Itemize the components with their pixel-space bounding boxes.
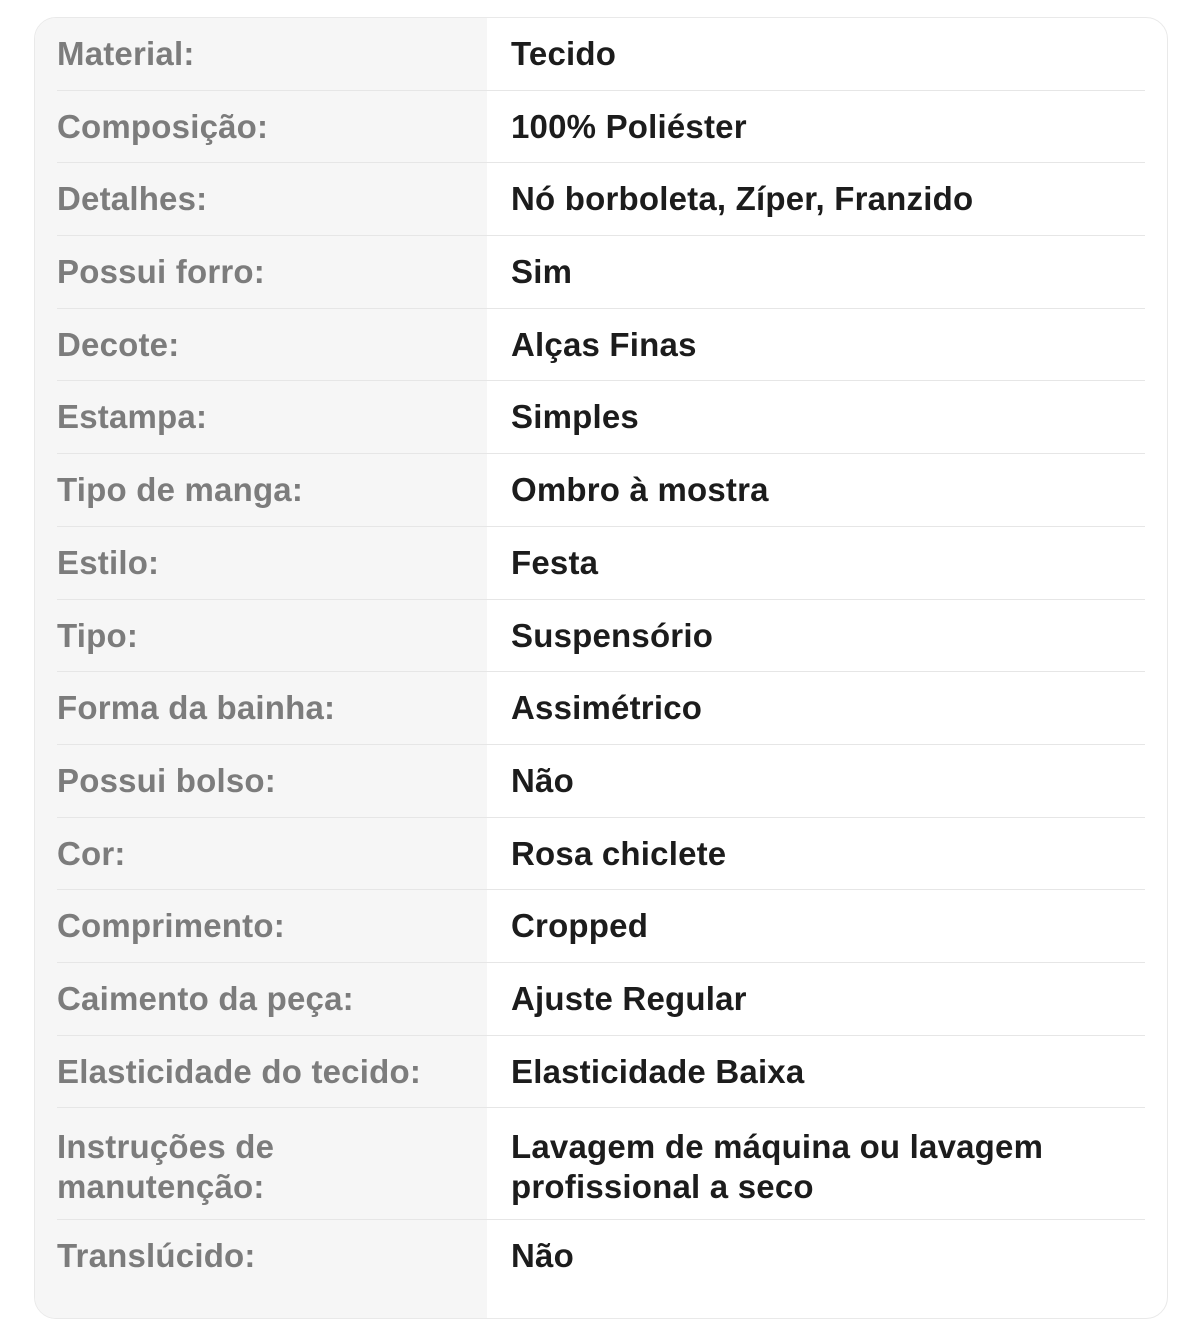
spec-row-elasticidade-do-tecido	[57, 1036, 1145, 1109]
spec-label: Forma da bainha:	[57, 689, 336, 727]
spec-row-possui-forro	[57, 236, 1145, 309]
spec-value: Cropped	[511, 907, 649, 945]
spec-label: Decote:	[57, 325, 180, 363]
spec-label: Possui forro:	[57, 253, 265, 291]
spec-value: Assimétrico	[511, 689, 703, 727]
spec-label: Estampa:	[57, 398, 208, 436]
spec-row-comprimento	[57, 890, 1145, 963]
spec-value: Alças Finas	[511, 325, 697, 363]
spec-row-composicao	[57, 91, 1145, 164]
spec-row-forma-da-bainha	[57, 672, 1145, 745]
spec-value: Sim	[511, 253, 573, 291]
spec-value: Festa	[511, 543, 599, 581]
spec-row-estampa	[57, 381, 1145, 454]
spec-label: Material:	[57, 35, 195, 72]
spec-row-tipo	[57, 600, 1145, 673]
spec-row-detalhes	[57, 163, 1145, 236]
spec-row-material	[57, 18, 1145, 91]
spec-label: Cor:	[57, 834, 126, 872]
spec-row-instrucoes-de-manutencao	[57, 1108, 1145, 1220]
spec-value: Rosa chiclete	[511, 834, 727, 872]
spec-label: Translúcido:	[57, 1237, 256, 1275]
spec-row-translucido	[57, 1220, 1145, 1293]
spec-value: Suspensório	[511, 616, 714, 654]
spec-value: Simples	[511, 398, 639, 436]
spec-row-possui-bolso	[57, 745, 1145, 818]
spec-value: Não	[511, 761, 574, 799]
spec-value: Ajuste Regular	[511, 979, 747, 1017]
spec-row-decote	[57, 309, 1145, 382]
spec-label: Comprimento:	[57, 907, 285, 945]
spec-row-estilo	[57, 527, 1145, 600]
spec-label: Instruções de manutenção:	[57, 1128, 275, 1206]
spec-value: 100% Poliéster	[511, 107, 747, 145]
spec-label: Tipo:	[57, 616, 139, 654]
specs-table	[57, 18, 1145, 1293]
spec-label: Possui bolso:	[57, 761, 276, 799]
spec-label: Detalhes:	[57, 180, 208, 218]
spec-row-caimento-da-peca	[57, 963, 1145, 1036]
spec-label: Caimento da peça:	[57, 979, 354, 1017]
spec-value: Tecido	[511, 35, 617, 72]
spec-value: Lavagem de máquina ou lavagem profissional a seco	[511, 1128, 1044, 1206]
spec-row-cor	[57, 818, 1145, 891]
product-specs-card	[34, 17, 1168, 1319]
spec-value: Nó borboleta, Zíper, Franzido	[511, 180, 974, 218]
spec-label: Estilo:	[57, 543, 160, 581]
spec-value: Elasticidade Baixa	[511, 1052, 805, 1090]
spec-value: Não	[511, 1237, 574, 1275]
spec-label: Composição:	[57, 107, 269, 145]
spec-label: Elasticidade do tecido:	[57, 1052, 422, 1090]
spec-value: Ombro à mostra	[511, 471, 769, 509]
spec-row-tipo-de-manga	[57, 454, 1145, 527]
spec-label: Tipo de manga:	[57, 471, 304, 509]
